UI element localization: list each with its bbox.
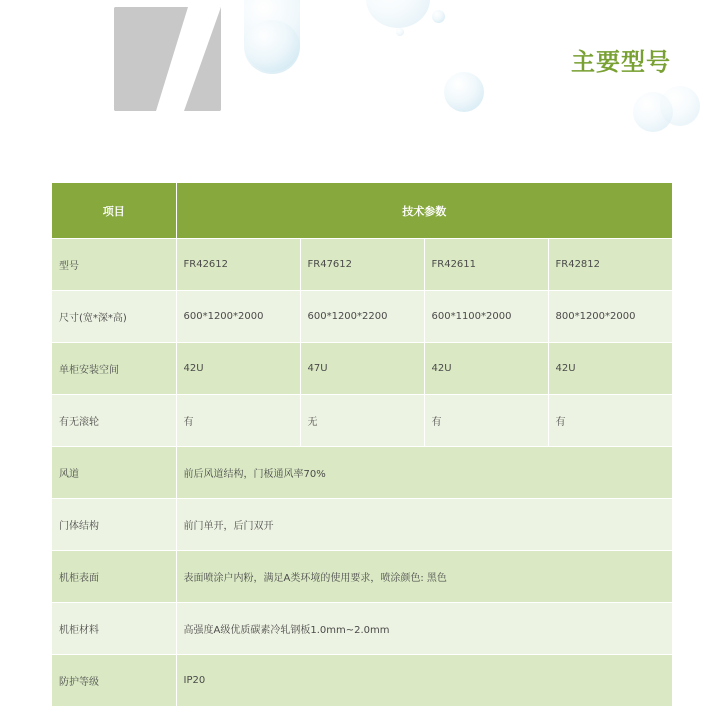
spec-table [52,183,672,706]
model-cell: FR42812 [548,239,672,291]
table-row [52,499,672,551]
space-cell: 42U [424,343,548,395]
model-cell: FR42612 [176,239,300,291]
table-row [52,447,672,499]
spec-value: 表面喷涂户内粉，满足A类环境的使用要求，喷涂颜色: 黑色 [176,551,672,603]
header-params: 技术参数 [176,183,672,239]
decorative-bubble [396,28,404,36]
space-cell: 42U [176,343,300,395]
space-cell: 47U [300,343,424,395]
row-label: 尺寸(宽*深*高) [52,291,176,343]
brand-logo [114,7,221,111]
decorative-bubble [660,86,700,126]
table-row [52,655,672,707]
spec-value: 前门单开，后门双开 [176,499,672,551]
decorative-bubble [444,72,484,112]
table-header-row [52,183,672,239]
model-cell: FR47612 [300,239,424,291]
table-row [52,603,672,655]
table-row [52,291,672,343]
wheel-cell: 有 [548,395,672,447]
decorative-bubble [432,10,445,23]
table-row [52,343,672,395]
row-label: 机柜表面 [52,551,176,603]
dimension-cell: 600*1200*2000 [176,291,300,343]
spec-value: IP20 [176,655,672,707]
header-item: 项目 [52,183,176,239]
row-label: 有无滚轮 [52,395,176,447]
table-row [52,239,672,291]
row-label: 机柜材料 [52,603,176,655]
row-label: 单柜安装空间 [52,343,176,395]
spec-value: 前后风道结构，门板通风率70% [176,447,672,499]
spec-value: 高强度A级优质碳素冷轧钢板1.0mm~2.0mm [176,603,672,655]
row-label: 门体结构 [52,499,176,551]
row-label: 风道 [52,447,176,499]
dimension-cell: 600*1100*2000 [424,291,548,343]
decorative-bubble [366,0,430,28]
page-title: 主要型号 [571,48,671,76]
space-cell: 42U [548,343,672,395]
wheel-cell: 有 [176,395,300,447]
model-cell: FR42611 [424,239,548,291]
wheel-cell: 无 [300,395,424,447]
decorative-bubble [244,20,300,74]
table-row [52,551,672,603]
wheel-cell: 有 [424,395,548,447]
table-row [52,395,672,447]
dimension-cell: 600*1200*2200 [300,291,424,343]
row-label: 防护等级 [52,655,176,707]
row-label: 型号 [52,239,176,291]
dimension-cell: 800*1200*2000 [548,291,672,343]
